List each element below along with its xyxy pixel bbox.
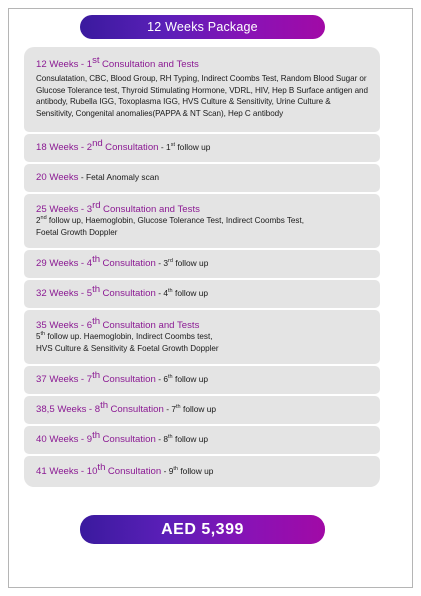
separator: - bbox=[158, 288, 164, 299]
week-label: 32 Weeks bbox=[36, 288, 79, 300]
consultation-number: 4 bbox=[86, 258, 93, 270]
separator: - bbox=[80, 374, 87, 386]
consultation-label: Consultation and Tests bbox=[101, 59, 199, 71]
list-item bbox=[24, 426, 380, 454]
separator: - bbox=[88, 404, 95, 416]
consultation-number: 1 bbox=[86, 59, 93, 71]
list-item bbox=[24, 456, 380, 487]
ordinal-suffix: th bbox=[168, 288, 173, 295]
consultation-label: Consultation bbox=[102, 288, 156, 300]
week-label: 25 Weeks bbox=[36, 203, 79, 215]
scan-label: Fetal Anomaly scan bbox=[86, 172, 160, 183]
list-item bbox=[24, 194, 380, 248]
follow-up-number: 6 bbox=[163, 374, 169, 385]
tests-detail-line bbox=[36, 215, 368, 227]
follow-up-number: 7 bbox=[171, 404, 177, 415]
ordinal-suffix: th bbox=[168, 374, 173, 381]
ordinal-suffix: st bbox=[92, 55, 100, 67]
ordinal-suffix: rd bbox=[92, 199, 101, 211]
ordinal-suffix: th bbox=[40, 331, 46, 338]
tests-detail-line bbox=[36, 331, 368, 343]
week-label: 37 Weeks bbox=[36, 374, 79, 386]
consultation-label: Consultation and Tests bbox=[102, 319, 200, 331]
separator: - bbox=[80, 258, 87, 270]
ordinal-suffix: th bbox=[100, 400, 109, 412]
separator: - bbox=[80, 59, 87, 71]
consultation-number: 5 bbox=[86, 288, 93, 300]
list-item bbox=[24, 310, 380, 364]
ordinal-suffix: nd bbox=[40, 215, 47, 222]
follow-up-label: follow up bbox=[175, 434, 209, 445]
consultation-label: Consultation bbox=[102, 258, 156, 270]
package-title: 12 Weeks Package bbox=[147, 20, 258, 34]
separator: - bbox=[158, 258, 164, 269]
tests-detail-line: HVS Culture & Sensitivity & Foetal Growth Doppler bbox=[36, 343, 219, 353]
tests-detail-text: follow up. Haemoglobin, Indirect Coombs test, bbox=[47, 332, 213, 342]
consultation-number: 8 bbox=[94, 404, 101, 416]
follow-up-number: 1 bbox=[166, 142, 171, 153]
consultation-label: Consultation and Tests bbox=[103, 203, 200, 215]
separator: - bbox=[158, 374, 164, 385]
list-item bbox=[24, 164, 380, 192]
separator: - bbox=[80, 172, 86, 183]
ordinal-suffix: th bbox=[97, 461, 106, 473]
follow-up-label: follow up bbox=[183, 404, 217, 415]
consultation-number: 10 bbox=[86, 465, 98, 477]
list-item bbox=[24, 250, 380, 278]
follow-up-label: follow up bbox=[175, 288, 209, 299]
tests-detail-text: follow up, Haemoglobin, Glucose Tolerance Test, Indirect Coombs Test, bbox=[48, 216, 304, 226]
separator: - bbox=[80, 142, 87, 154]
separator: - bbox=[80, 434, 87, 446]
separator: - bbox=[160, 142, 167, 153]
separator: - bbox=[80, 288, 87, 300]
consultation-label: Consultation bbox=[107, 465, 162, 477]
consultation-number: 2 bbox=[86, 142, 93, 154]
separator: - bbox=[80, 465, 87, 477]
follow-up-number: 5 bbox=[36, 332, 41, 342]
follow-up-number: 3 bbox=[163, 258, 169, 269]
consultation-label: Consultation bbox=[102, 434, 156, 446]
week-label: 40 Weeks bbox=[36, 434, 79, 446]
follow-up-label: follow up bbox=[175, 258, 209, 269]
tests-detail-line: Foetal Growth Doppler bbox=[36, 227, 118, 237]
follow-up-label: follow up bbox=[180, 465, 214, 476]
week-label: 12 Weeks bbox=[36, 59, 79, 71]
week-label: 41 Weeks bbox=[36, 465, 79, 477]
follow-up-label: follow up bbox=[175, 374, 209, 385]
consultation-label: Consultation bbox=[102, 374, 156, 386]
follow-up-number: 8 bbox=[163, 434, 169, 445]
tests-detail: Consulatation, CBC, Blood Group, RH Typing, Indirect Coombs Test, Random Blood Sugar or Glucose Tolerance test, Thyroid Stimulating Hormone, VDRL, HIV, Hep B Surface antigen and antibody, Rubella IGG, Toxoplasma IGG, HVS Culture & Sensitivity, Urine Culture & Sensitivity, Congenital anomalies(PAPPA & NT Scan), Hep C antibody bbox=[36, 74, 368, 118]
ordinal-suffix: rd bbox=[168, 258, 173, 265]
consultation-label: Consultation bbox=[105, 142, 159, 154]
week-label: 35 Weeks bbox=[36, 319, 79, 331]
package-title-banner bbox=[80, 15, 325, 39]
consultation-number: 7 bbox=[86, 374, 93, 386]
week-label: 29 Weeks bbox=[36, 258, 79, 270]
separator: - bbox=[80, 203, 87, 215]
week-label: 38,5 Weeks bbox=[36, 404, 87, 416]
ordinal-suffix: th bbox=[92, 370, 101, 382]
ordinal-suffix: th bbox=[176, 404, 181, 411]
price-banner bbox=[80, 515, 325, 544]
list-item bbox=[24, 47, 380, 132]
schedule-list bbox=[24, 47, 380, 489]
follow-up-number: 2 bbox=[36, 216, 41, 226]
separator: - bbox=[163, 465, 169, 476]
week-label: 20 Weeks bbox=[36, 172, 79, 184]
ordinal-suffix: th bbox=[92, 254, 101, 266]
list-item bbox=[24, 280, 380, 308]
separator: - bbox=[166, 404, 172, 415]
list-item bbox=[24, 134, 380, 162]
follow-up-label: follow up bbox=[177, 142, 211, 153]
ordinal-suffix: st bbox=[170, 142, 175, 149]
ordinal-suffix: nd bbox=[92, 138, 103, 150]
ordinal-suffix: th bbox=[92, 315, 101, 327]
ordinal-suffix: th bbox=[92, 284, 101, 296]
separator: - bbox=[80, 319, 87, 331]
consultation-number: 9 bbox=[86, 434, 93, 446]
week-label: 18 Weeks bbox=[36, 142, 79, 154]
consultation-number: 6 bbox=[86, 319, 93, 331]
consultation-number: 3 bbox=[86, 203, 93, 215]
ordinal-suffix: th bbox=[168, 434, 173, 441]
list-item bbox=[24, 396, 380, 424]
consultation-label: Consultation bbox=[110, 404, 164, 416]
list-item bbox=[24, 366, 380, 394]
ordinal-suffix: th bbox=[173, 465, 178, 472]
package-price: AED 5,399 bbox=[161, 521, 244, 538]
follow-up-number: 9 bbox=[168, 465, 174, 476]
follow-up-number: 4 bbox=[163, 288, 169, 299]
separator: - bbox=[158, 434, 164, 445]
ordinal-suffix: th bbox=[92, 430, 101, 442]
